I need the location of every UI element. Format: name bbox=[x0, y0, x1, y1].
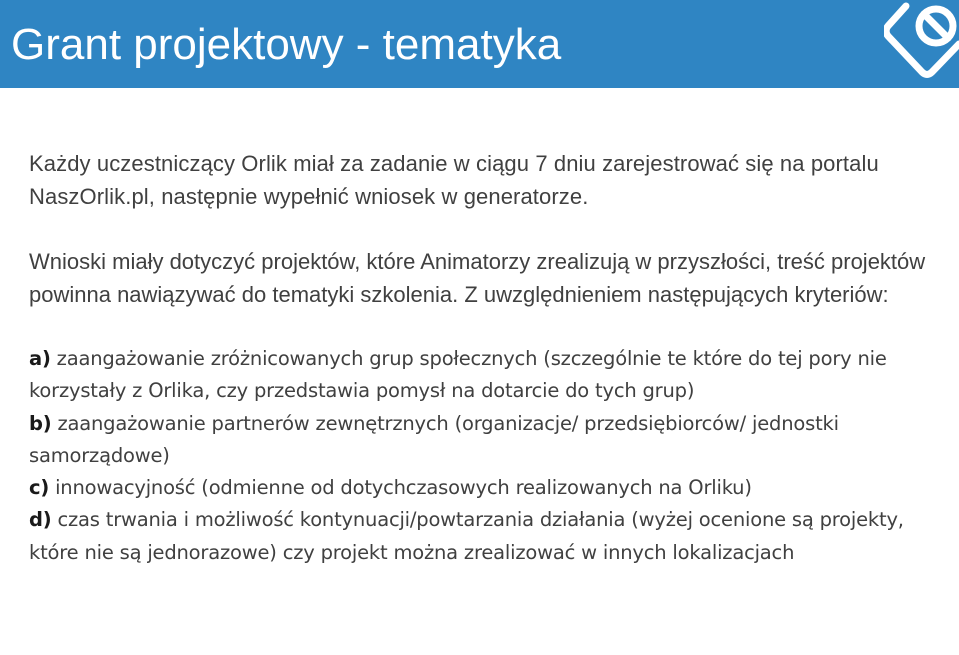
criteria-intro-paragraph: Wnioski miały dotyczyć projektów, które Animatorzy zrealizują w przyszłości, treść projektów powinna nawiązywać do tematyki szkolenia. Z uwzględnieniem następujących kryteriów: bbox=[29, 249, 926, 307]
criteria-item-text: innowacyjność (odmienne od dotychczasowych realizowanych na Orliku) bbox=[49, 476, 752, 500]
criteria-list bbox=[29, 343, 929, 569]
criteria-item bbox=[29, 408, 929, 473]
title-bar bbox=[0, 0, 959, 88]
criteria-item-text: zaangażowanie partnerów zewnętrznych (organizacje/ przedsiębiorców/ jednostki samorządowe) bbox=[29, 411, 839, 467]
criteria-item-letter: a) bbox=[29, 347, 51, 370]
criteria-item bbox=[29, 472, 929, 504]
criteria-item-letter: d) bbox=[29, 508, 52, 532]
criteria-item-text: czas trwania i możliwość kontynuacji/powtarzania działania (wyżej ocenione są projekty, które nie są jednorazowe) czy projekt można zrealizować w innych lokalizacjach bbox=[29, 508, 904, 564]
criteria-item-letter: c) bbox=[29, 476, 50, 500]
criteria-item-text: zaangażowanie zróżnicowanych grup społecznych (szczególnie te które do tej pory nie korzystały z Orlika, czy przedstawia pomysł na dotarcie do tych grup) bbox=[29, 347, 887, 403]
intro-paragraph: Każdy uczestniczący Orlik miał za zadanie w ciągu 7 dniu zarejestrować się na portalu NaszOrlik.pl, następnie wypełnić wniosek w generatorze. bbox=[29, 151, 879, 209]
criteria-item-letter: b) bbox=[29, 411, 52, 435]
criteria-item bbox=[29, 343, 929, 408]
slide-title: Grant projektowy - tematyka bbox=[11, 20, 562, 69]
orlik-logo-icon bbox=[884, 0, 959, 82]
slide-body bbox=[29, 148, 929, 569]
criteria-item bbox=[29, 504, 929, 569]
